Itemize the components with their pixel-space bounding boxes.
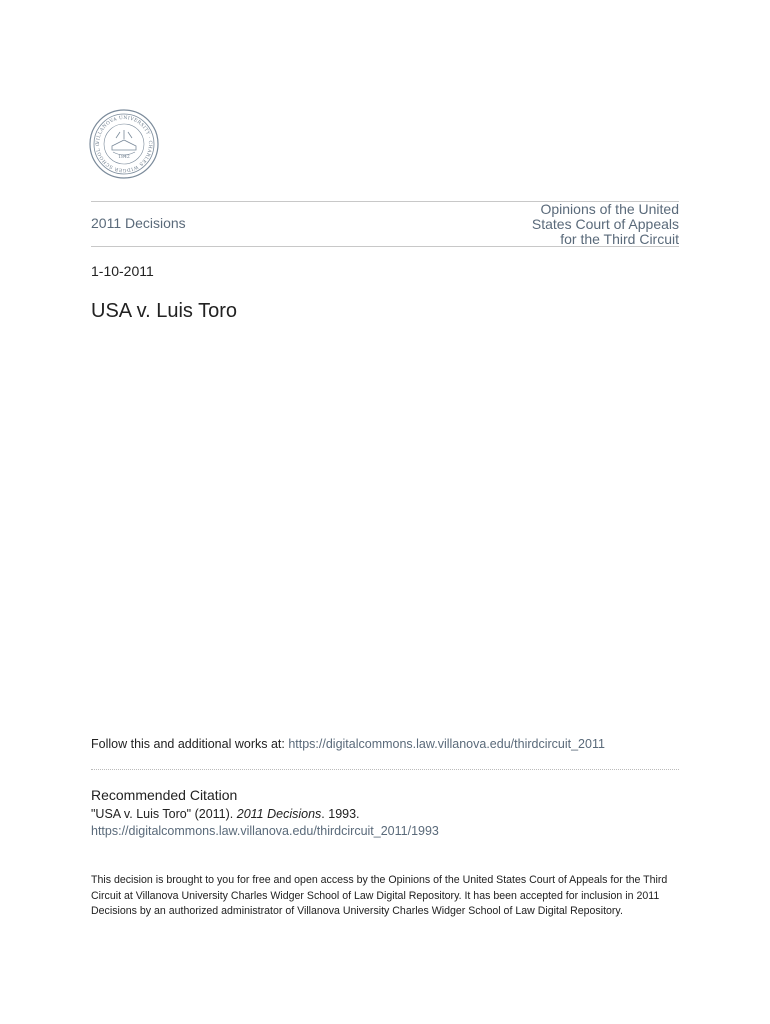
- svg-text:VILLANOVA UNIVERSITY · CHARLES: VILLANOVA UNIVERSITY · CHARLES WIDGER SCHOOL O: [95, 115, 153, 173]
- citation-text: [91, 806, 439, 823]
- university-seal-icon: [88, 108, 160, 180]
- series-link[interactable]: 2011 Decisions: [91, 215, 186, 231]
- collection-line-3: for the Third Circuit: [560, 231, 679, 247]
- citation-block: [91, 806, 439, 840]
- citation-lead: "USA v. Luis Toro" (2011).: [91, 807, 237, 821]
- svg-text:1842: 1842: [118, 155, 130, 160]
- citation-url-link[interactable]: https://digitalcommons.law.villanova.edu/thirdcircuit_2011/1993: [91, 824, 439, 838]
- header-bottom-rule: [91, 246, 679, 247]
- collection-link[interactable]: [532, 202, 679, 247]
- citation-series: 2011 Decisions: [236, 807, 322, 821]
- document-date: 1-10-2011: [91, 263, 154, 279]
- citation-divider: [91, 769, 679, 770]
- access-notice: This decision is brought to you for free and open access by the Opinions of the United States Court of Appeals for the Third Circuit at Villanova University Charles Widger School of Law Digital Repository. It has been accepted for inclusion in 2011 Decisions by an authorized administrator of Villanova University Charles Widger School of Law Digital Repository.: [91, 874, 668, 917]
- citation-heading: Recommended Citation: [91, 787, 238, 803]
- citation-number: . 1993.: [321, 807, 360, 821]
- document-title: USA v. Luis Toro: [91, 300, 237, 322]
- collection-line-1: Opinions of the United: [540, 201, 679, 217]
- follow-prefix: Follow this and additional works at:: [91, 737, 289, 751]
- follow-url-link[interactable]: https://digitalcommons.law.villanova.edu/thirdcircuit_2011: [288, 737, 605, 751]
- follow-line: [91, 737, 605, 751]
- collection-line-2: States Court of Appeals: [531, 216, 679, 232]
